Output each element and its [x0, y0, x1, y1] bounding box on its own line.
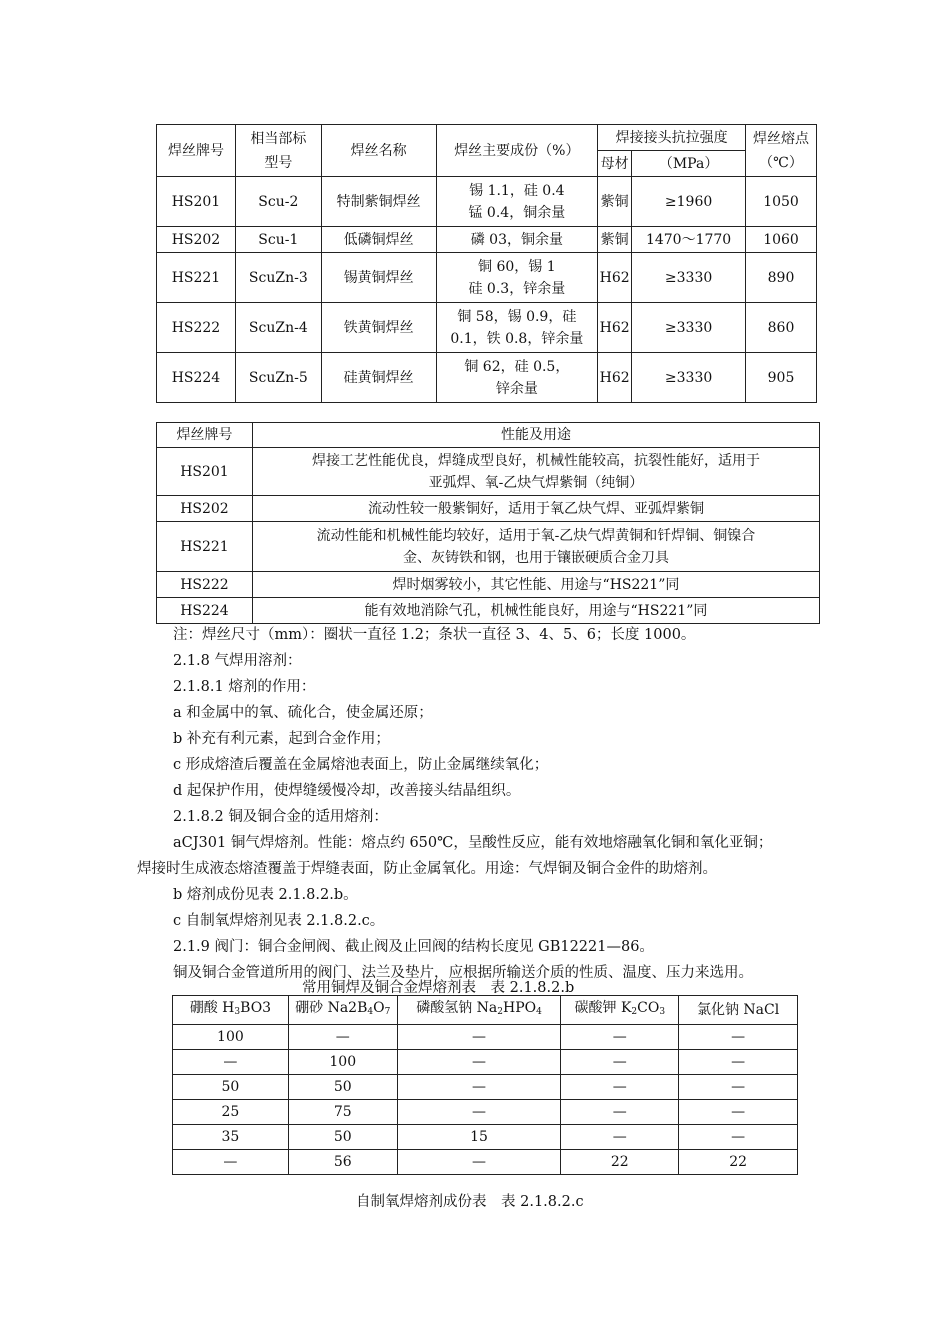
- cell: —: [561, 1125, 679, 1150]
- table-row: [157, 177, 817, 227]
- cell-melt: 1060: [746, 227, 817, 253]
- table-caption: 常用铜焊及铜合金焊熔剂表 表 2.1.8.2.b: [302, 980, 575, 996]
- header-usage: 性能及用途: [252, 423, 819, 448]
- cell-std: ScuZn-5: [235, 353, 321, 403]
- cell-name: 锡黄铜焊丝: [321, 253, 436, 303]
- cell-std: ScuZn-4: [235, 303, 321, 353]
- table-caption: 自制氧焊熔剂成份表 表 2.1.8.2.c: [356, 1194, 584, 1210]
- cell-std: Scu-1: [235, 227, 321, 253]
- cell-composition: 铜 62，硅 0.5， 锌余量: [436, 353, 598, 403]
- cell: 15: [397, 1125, 561, 1150]
- cell-composition: 锡 1.1，硅 0.4 锰 0.4，铜余量: [436, 177, 598, 227]
- header-tensile-strength: 焊接接头抗拉强度: [598, 125, 746, 151]
- cell: —: [561, 1050, 679, 1075]
- cell: —: [397, 1050, 561, 1075]
- header-mpa: （MPa）: [632, 151, 746, 177]
- cell-code: HS222: [157, 303, 236, 353]
- wire-usage-table: [156, 422, 820, 624]
- cell-base: H62: [598, 253, 632, 303]
- list-item: d 起保护作用，使焊缝缓慢冷却，改善接头结晶组织。: [173, 783, 521, 799]
- cell-code: HS221: [157, 522, 253, 572]
- header-base-metal: 母材: [598, 151, 632, 177]
- cell: —: [679, 1050, 798, 1075]
- cell: —: [397, 1075, 561, 1100]
- cell-name: 特制紫铜焊丝: [321, 177, 436, 227]
- table-row: [157, 353, 817, 403]
- cell: —: [561, 1025, 679, 1050]
- cell: 50: [288, 1125, 397, 1150]
- table-row: [157, 227, 817, 253]
- cell-code: HS222: [157, 572, 253, 598]
- cell-usage: 流动性能和机械性能均较好，适用于氧-乙炔气焊黄铜和钎焊铜、铜镍合 金、灰铸铁和钢，也用于镶嵌硬质合金刀具: [252, 522, 819, 572]
- cell: 75: [288, 1100, 397, 1125]
- flux-composition-table: [172, 995, 798, 1175]
- header-boric-acid: 硼酸 $H_3BO3$: [173, 996, 289, 1025]
- cell: —: [679, 1025, 798, 1050]
- cell: —: [288, 1025, 397, 1050]
- header-sodium-phosphate: 磷酸氢钠 $Na_2HPO_4$: [397, 996, 561, 1025]
- table-row: [157, 598, 820, 624]
- cell-composition: 磷 03，铜余量: [436, 227, 598, 253]
- cell-code: HS201: [157, 177, 236, 227]
- table-row: [157, 522, 820, 572]
- cell-name: 硅黄铜焊丝: [321, 353, 436, 403]
- paragraph: aCJ301 铜气焊熔剂。性能：熔点约 650℃，呈酸性反应，能有效地熔融氧化铜和氧化亚铜；: [173, 835, 773, 851]
- table-row: [157, 303, 817, 353]
- cell-name: 铁黄铜焊丝: [321, 303, 436, 353]
- cell-usage: 流动性较一般紫铜好，适用于氧乙炔气焊、亚弧焊紫铜: [252, 496, 819, 522]
- cell-std: ScuZn-3: [235, 253, 321, 303]
- section-heading: 2.1.8.1 熔剂的作用：: [173, 679, 316, 695]
- list-item: b 熔剂成份见表 2.1.8.2.b。: [173, 887, 358, 903]
- list-item: b 补充有利元素，起到合金作用；: [173, 731, 390, 747]
- welding-wire-spec-table: [156, 124, 817, 403]
- cell: 35: [173, 1125, 289, 1150]
- table-row: [173, 1125, 798, 1150]
- cell-base: H62: [598, 353, 632, 403]
- cell-usage: 焊接工艺性能优良，焊缝成型良好，机械性能较高，抗裂性能好，适用于 亚弧焊、氧-乙炔气焊紫铜（纯铜）: [252, 448, 819, 496]
- cell-code: HS221: [157, 253, 236, 303]
- list-item: c 自制氧焊熔剂见表 2.1.8.2.c。: [173, 913, 385, 929]
- cell: —: [173, 1050, 289, 1075]
- header-sodium-chloride: 氯化钠 NaCl: [679, 996, 798, 1025]
- header-wire-code: 焊丝牌号: [157, 423, 253, 448]
- cell-composition: 铜 60，锡 1 硅 0.3，锌余量: [436, 253, 598, 303]
- header-wire-code: 焊丝牌号: [157, 125, 236, 177]
- cell: —: [397, 1150, 561, 1175]
- cell: —: [679, 1100, 798, 1125]
- section-heading: 2.1.9 阀门：铜合金闸阀、截止阀及止回阀的结构长度见 GB12221—86。: [173, 939, 654, 955]
- cell: 22: [561, 1150, 679, 1175]
- table-row: [173, 1025, 798, 1050]
- header-borax: 硼砂 $Na2B_4O_7$: [288, 996, 397, 1025]
- cell: 25: [173, 1100, 289, 1125]
- list-item: c 形成熔渣后覆盖在金属熔池表面上，防止金属继续氧化；: [173, 757, 549, 773]
- cell-strength: ≥3330: [632, 303, 746, 353]
- cell: —: [679, 1075, 798, 1100]
- table-row: [173, 1100, 798, 1125]
- table-row: [157, 572, 820, 598]
- cell: 56: [288, 1150, 397, 1175]
- cell-melt: 860: [746, 303, 817, 353]
- table-row: [173, 1150, 798, 1175]
- cell: —: [679, 1125, 798, 1150]
- cell-code: HS202: [157, 496, 253, 522]
- paragraph: 焊接时生成液态熔渣覆盖于焊缝表面，防止金属氧化。用途：气焊铜及铜合金件的助熔剂。: [137, 861, 717, 877]
- cell: 50: [288, 1075, 397, 1100]
- cell-name: 低磷铜焊丝: [321, 227, 436, 253]
- cell: —: [397, 1100, 561, 1125]
- section-heading: 2.1.8.2 铜及铜合金的适用熔剂：: [173, 809, 388, 825]
- cell-code: HS224: [157, 598, 253, 624]
- table-row: [157, 253, 817, 303]
- cell-usage: 能有效地消除气孔，机械性能良好，用途与“HS221”同: [252, 598, 819, 624]
- note-text: 注：焊丝尺寸（mm）：圈状一直径 1.2；条状一直径 3、4、5、6；长度 1000。: [173, 627, 696, 643]
- table-row: [157, 448, 820, 496]
- table-row: [173, 1075, 798, 1100]
- header-standard: 相当部标 型号: [235, 125, 321, 177]
- cell-code: HS224: [157, 353, 236, 403]
- header-melting-point: 焊丝熔点 （℃）: [746, 125, 817, 177]
- cell-composition: 铜 58，锡 0.9，硅 0.1，铁 0.8，锌余量: [436, 303, 598, 353]
- cell-melt: 905: [746, 353, 817, 403]
- cell: 50: [173, 1075, 289, 1100]
- cell: 100: [288, 1050, 397, 1075]
- cell-std: Scu-2: [235, 177, 321, 227]
- cell: —: [173, 1150, 289, 1175]
- cell-strength: ≥1960: [632, 177, 746, 227]
- cell: —: [561, 1075, 679, 1100]
- cell-code: HS201: [157, 448, 253, 496]
- cell-strength: ≥3330: [632, 253, 746, 303]
- cell-base: H62: [598, 303, 632, 353]
- paragraph: 铜及铜合金管道所用的阀门、法兰及垫片，应根据所输送介质的性质、温度、压力来选用。: [173, 965, 753, 981]
- cell-melt: 1050: [746, 177, 817, 227]
- cell-strength: 1470～1770: [632, 227, 746, 253]
- table-row: [157, 496, 820, 522]
- cell: —: [397, 1025, 561, 1050]
- cell-usage: 焊时烟雾较小，其它性能、用途与“HS221”同: [252, 572, 819, 598]
- section-heading: 2.1.8 气焊用溶剂：: [173, 653, 302, 669]
- header-wire-name: 焊丝名称: [321, 125, 436, 177]
- list-item: a 和金属中的氧、硫化合，使金属还原；: [173, 705, 433, 721]
- cell-melt: 890: [746, 253, 817, 303]
- header-potassium-carbonate: 碳酸钾 $K_2CO_3$: [561, 996, 679, 1025]
- cell-base: 紫铜: [598, 177, 632, 227]
- cell: 22: [679, 1150, 798, 1175]
- cell: 100: [173, 1025, 289, 1050]
- cell-strength: ≥3330: [632, 353, 746, 403]
- table-row: [173, 1050, 798, 1075]
- header-composition: 焊丝主要成份（%）: [436, 125, 598, 177]
- cell-base: 紫铜: [598, 227, 632, 253]
- cell: —: [561, 1100, 679, 1125]
- cell-code: HS202: [157, 227, 236, 253]
